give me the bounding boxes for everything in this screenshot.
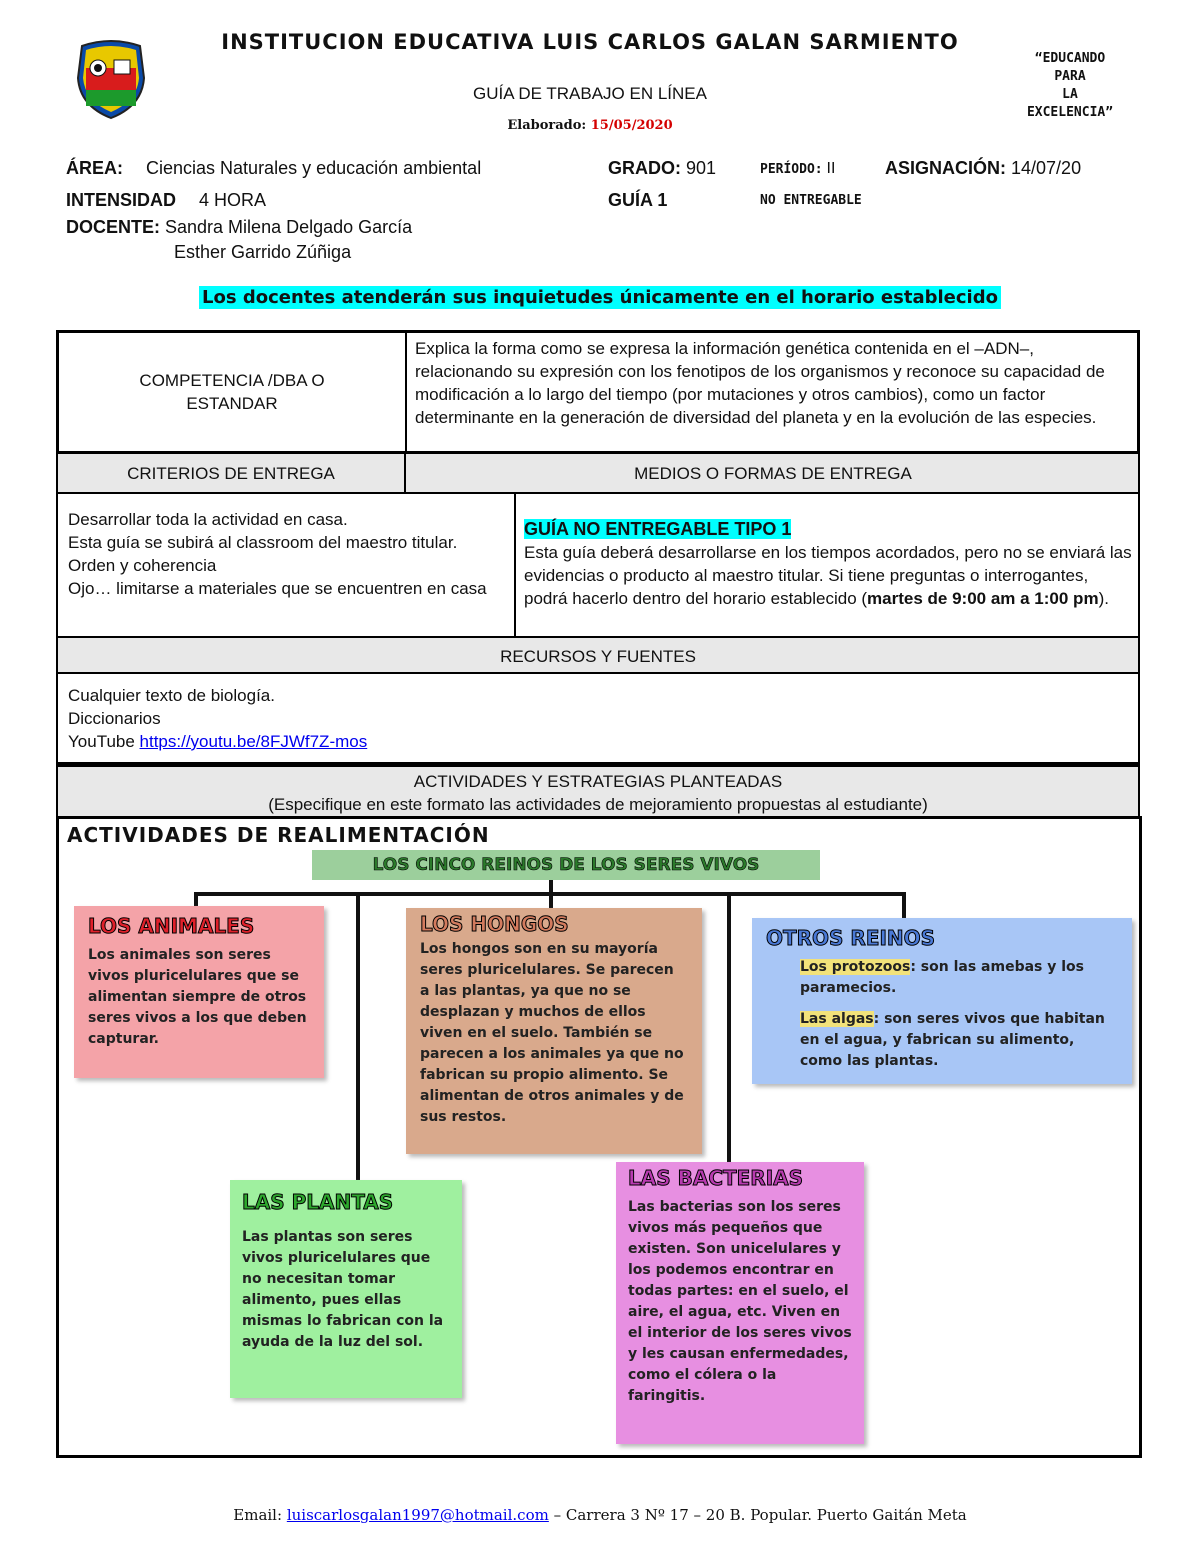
docente-row: [66, 217, 412, 238]
footer-email-label: Email:: [233, 1506, 287, 1524]
medios-cell: [524, 518, 1134, 610]
animales-title: LOS ANIMALES: [88, 914, 255, 938]
bacterias-text: Las bacterias son los seres vivos más pequeños que existen. Son unicelulares y los podemos encontrar en todas partes: en el suelo, el aire, el agua, etc. Viven en el interior de los seres vivos y les causan enfermedades, como el cólera o la faringitis.: [628, 1199, 852, 1404]
guia-number: [608, 190, 667, 211]
criterios-header: CRITERIOS DE ENTREGA: [127, 464, 335, 483]
medios-text: Esta guía deberá desarrollarse en los tiempos acordados, pero no se enviará las evidencias o producto al maestro titular. Si tiene preguntas o interrogantes, podrá hacerlo dentro del horario establecido (: [524, 543, 1132, 608]
elaborated-date: 15/05/2020: [590, 118, 673, 133]
periodo-row: [760, 160, 835, 178]
recurso-item: Diccionarios: [68, 709, 161, 728]
no-entregable-tag: NO ENTREGABLE: [760, 193, 862, 208]
periodo-label: PERÍODO:: [760, 162, 823, 177]
elaborated-label: Elaborado:: [507, 118, 587, 133]
competencia-label: COMPETENCIA /DBA O ESTANDAR: [139, 371, 325, 413]
plantas-title: LAS PLANTAS: [242, 1190, 394, 1214]
animales-text: Los animales son seres vivos pluricelulares que se alimentan siempre de otros seres vivos a los que deben capturar.: [88, 947, 307, 1047]
recursos-body-row: [56, 672, 1140, 764]
algas-text: : son seres vivos que habitan en el agua, y fabrican su alimento, como las plantas.: [800, 1011, 1105, 1069]
medios-schedule: martes de 9:00 am a 1:00 pm: [867, 589, 1099, 608]
actividades-subheader: (Especifique en este formato las actividades de mejoramiento propuestas al estudiante): [268, 795, 928, 814]
attention-notice-text: Los docentes atenderán sus inquietudes únicamente en el horario establecido: [199, 286, 1001, 309]
area-value: Ciencias Naturales y educación ambiental: [146, 158, 482, 178]
criterios-list: [68, 508, 508, 600]
intensidad-row: [66, 190, 266, 211]
recursos-list: [68, 684, 367, 753]
competencia-text: Explica la forma como se expresa la información genética contenida en el –ADN–, relacionando su expresión con los fenotipos de los organismos y reconoce su capacidad de modificación a lo largo del tiempo (por mutaciones y otros cambios), como un factor determinante en la generación de diversidad del planeta y en la evolución de las especies.: [415, 339, 1105, 427]
kingdom-otros: [752, 918, 1132, 1084]
kingdom-animales: [74, 906, 324, 1078]
connector-line: [727, 892, 731, 1162]
criterios-header-row: [56, 452, 1140, 494]
bacterias-title: LAS BACTERIAS: [628, 1166, 804, 1190]
criterio-item: Orden y coherencia: [68, 556, 217, 575]
otros-title: OTROS REINOS: [766, 926, 936, 950]
divider: [514, 494, 516, 636]
medios-header: MEDIOS O FORMAS DE ENTREGA: [634, 464, 912, 483]
criterio-item: Desarrollar toda la actividad en casa.: [68, 510, 348, 529]
docente-name-1: Sandra Milena Delgado García: [165, 217, 413, 237]
recurso-item: Cualquier texto de biología.: [68, 686, 275, 705]
grado-row: [608, 158, 716, 179]
institution-motto: “EDUCANDO PARA LA EXCELENCIA”: [1026, 51, 1114, 120]
algas-label: Las algas: [800, 1011, 874, 1027]
grado-value: 901: [686, 158, 717, 178]
guide-type: GUÍA DE TRABAJO EN LÍNEA: [473, 84, 707, 103]
footer-address: – Carrera 3 Nº 17 – 20 B. Popular. Puerto Gaitán Meta: [548, 1506, 967, 1524]
diagram-title: LOS CINCO REINOS DE LOS SERES VIVOS: [312, 850, 820, 880]
kingdom-hongos: [406, 908, 702, 1154]
area-row: [66, 158, 481, 179]
criterio-item: Esta guía se subirá al classroom del maestro titular.: [68, 533, 458, 552]
medios-end: ).: [1098, 589, 1109, 608]
intensidad-value: 4 HORA: [199, 190, 267, 210]
actividades-header: ACTIVIDADES Y ESTRATEGIAS PLANTEADAS: [413, 772, 783, 791]
realimentacion-title: ACTIVIDADES DE REALIMENTACIÓN: [67, 823, 490, 847]
criterio-item: Ojo… limitarse a materiales que se encuentren en casa: [68, 579, 487, 598]
periodo-value: II: [826, 160, 836, 177]
asignacion-row: [885, 158, 1081, 179]
recursos-header-row: [56, 636, 1140, 674]
guia-label: GUÍA 1: [608, 190, 668, 210]
criterios-body-row: [56, 492, 1140, 638]
asignacion-label: ASIGNACIÓN:: [885, 158, 1006, 178]
attention-notice: [0, 287, 1200, 308]
footer: [0, 1506, 1200, 1524]
asignacion-value: 14/07/20: [1011, 158, 1082, 178]
kingdom-bacterias: [616, 1162, 864, 1444]
docente-label: DOCENTE:: [66, 217, 160, 237]
divider: [404, 454, 406, 492]
recursos-header: RECURSOS Y FUENTES: [500, 647, 696, 666]
youtube-label: YouTube: [68, 732, 140, 751]
youtube-link[interactable]: https://youtu.be/8FJWf7Z-mos: [139, 732, 368, 751]
intensidad-label: INTENSIDAD: [66, 190, 177, 210]
kingdom-plantas: [230, 1180, 462, 1398]
connector-line: [356, 892, 360, 1182]
hongos-text: Los hongos son en su mayoría seres pluricelulares. Se parecen a las plantas, ya que no se desplazan y muchos de ellos viven en el suelo. También se parecen a los animales ya que no fabrican su propio alimento. Se alimentan de otros animales y de sus restos.: [420, 941, 684, 1125]
competencia-label-cell: [59, 333, 407, 451]
docente-name-2: Esther Garrido Zúñiga: [174, 242, 352, 262]
connector-line: [902, 892, 906, 920]
actividades-header-row: [56, 764, 1140, 818]
hongos-title: LOS HONGOS: [420, 912, 569, 936]
area-label: ÁREA:: [66, 158, 123, 178]
competencia-row: [56, 330, 1140, 454]
protozoos-label: Los protozoos: [800, 959, 911, 975]
otros-algas: [766, 1009, 1118, 1072]
institution-title: INSTITUCION EDUCATIVA LUIS CARLOS GALAN SARMIENTO: [221, 30, 959, 54]
recurso-item: [68, 730, 367, 753]
medios-title: GUÍA NO ENTREGABLE TIPO 1: [524, 519, 792, 539]
footer-email-link[interactable]: luiscarlosgalan1997@hotmail.com: [286, 1506, 549, 1524]
grado-label: GRADO:: [608, 158, 681, 178]
otros-protozoos: [766, 957, 1118, 999]
plantas-text: Las plantas son seres vivos pluricelulares que no necesitan tomar alimento, pues ellas mismas lo fabrican con la ayuda de la luz del sol.: [242, 1229, 444, 1350]
protozoos-text: : son las amebas y los paramecios.: [800, 959, 1085, 996]
